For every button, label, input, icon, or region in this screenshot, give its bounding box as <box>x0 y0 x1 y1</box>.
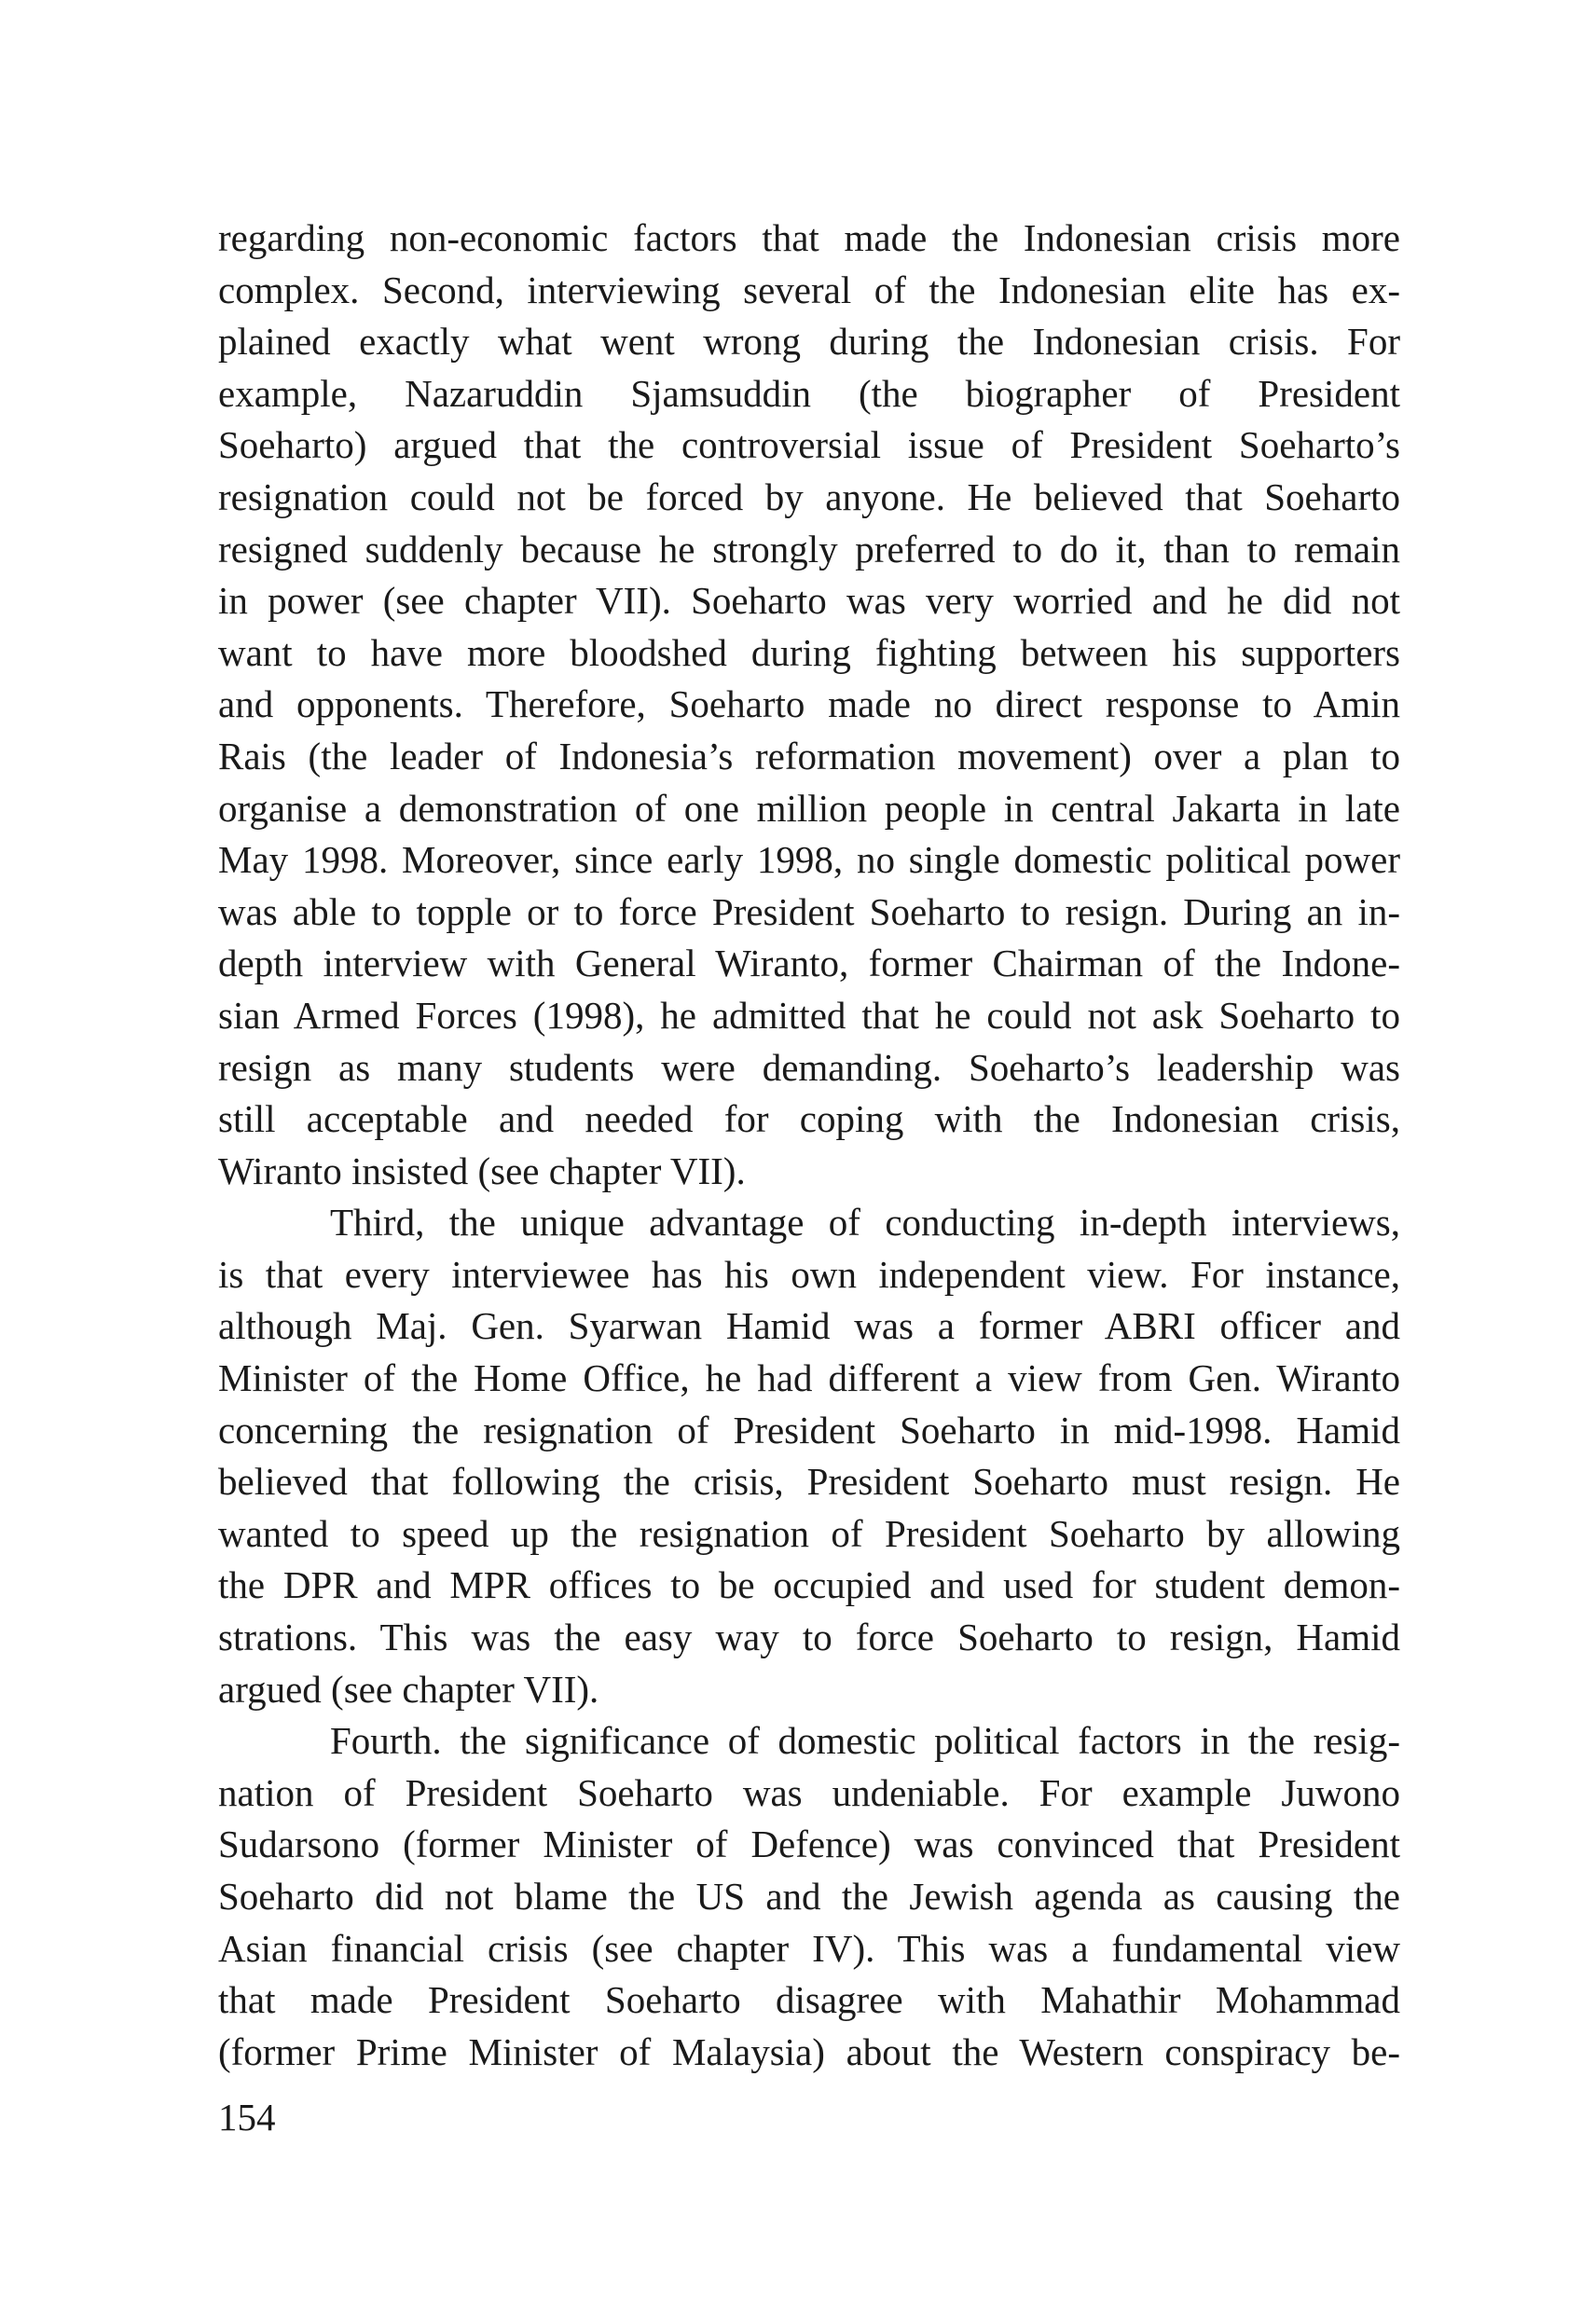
text-line: resign as many students were demanding. Soeharto’s leadership was <box>218 1045 1400 1089</box>
text-line: organise a demonstration of one million people in central Jakarta in late <box>218 786 1400 830</box>
text-line: still acceptable and needed for coping with the Indonesian crisis, <box>218 1097 1400 1141</box>
text-line: although Maj. Gen. Syarwan Hamid was a former ABRI officer and <box>218 1304 1400 1348</box>
text-line: resigned suddenly because he strongly preferred to do it, than to remain <box>218 527 1400 571</box>
text-line: plained exactly what went wrong during the Indonesian crisis. For <box>218 320 1400 364</box>
text-line: Third, the unique advantage of conducting in-depth interviews, <box>330 1201 1400 1245</box>
text-line: is that every interviewee has his own independent view. For instance, <box>218 1252 1400 1296</box>
text-line: wanted to speed up the resignation of President Soeharto by allowing <box>218 1511 1400 1555</box>
text-line: depth interview with General Wiranto, former Chairman of the Indone- <box>218 942 1400 985</box>
text-line: (former Prime Minister of Malaysia) about the Western conspiracy be- <box>218 2029 1400 2073</box>
text-line: Fourth. the significance of domestic political factors in the resig- <box>330 1719 1400 1763</box>
text-line: Asian financial crisis (see chapter IV). This was a fundamental view <box>218 1926 1400 1970</box>
text-line: the DPR and MPR offices to be occupied and used for student demon- <box>218 1563 1400 1607</box>
text-line: sian Armed Forces (1998), he admitted that he could not ask Soeharto to <box>218 993 1400 1037</box>
text-line: Sudarsono (former Minister of Defence) was convinced that President <box>218 1823 1400 1866</box>
text-line: in power (see chapter VII). Soeharto was very worried and he did not <box>218 579 1400 623</box>
text-line: that made President Soeharto disagree with Mahathir Mohammad <box>218 1978 1400 2022</box>
text-line: complex. Second, interviewing several of the Indonesian elite has ex- <box>218 268 1400 311</box>
text-line: example, Nazaruddin Sjamsuddin (the biographer of President <box>218 371 1400 415</box>
text-line: believed that following the crisis, President Soeharto must resign. He <box>218 1460 1400 1504</box>
text-line: resignation could not be forced by anyone. He believed that Soeharto <box>218 475 1400 518</box>
text-line: argued (see chapter VII). <box>218 1667 599 1711</box>
text-line: concerning the resignation of President Soeharto in mid-1998. Hamid <box>218 1408 1400 1451</box>
text-line: was able to topple or to force President Soeharto to resign. During an in- <box>218 889 1400 933</box>
text-line: nation of President Soeharto was undeniable. For example Juwono <box>218 1770 1400 1814</box>
text-line: want to have more bloodshed during fighting between his supporters <box>218 630 1400 674</box>
text-line: and opponents. Therefore, Soeharto made no direct response to Amin <box>218 682 1400 726</box>
text-line: regarding non-economic factors that made the Indonesian crisis more <box>218 216 1400 259</box>
text-line: strations. This was the easy way to force Soeharto to resign, Hamid <box>218 1616 1400 1659</box>
text-line: Minister of the Home Office, he had different a view from Gen. Wiranto <box>218 1356 1400 1400</box>
page-number: 154 <box>218 2096 276 2139</box>
text-line: Soeharto) argued that the controversial issue of President Soeharto’s <box>218 423 1400 467</box>
text-line: Wiranto insisted (see chapter VII). <box>218 1149 746 1192</box>
text-line: Soeharto did not blame the US and the Jewish agenda as causing the <box>218 1875 1400 1918</box>
text-line: Rais (the leader of Indonesia’s reformation movement) over a plan to <box>218 734 1400 777</box>
text-line: May 1998. Moreover, since early 1998, no single domestic political power <box>218 838 1400 882</box>
body-text <box>218 213 1400 2078</box>
